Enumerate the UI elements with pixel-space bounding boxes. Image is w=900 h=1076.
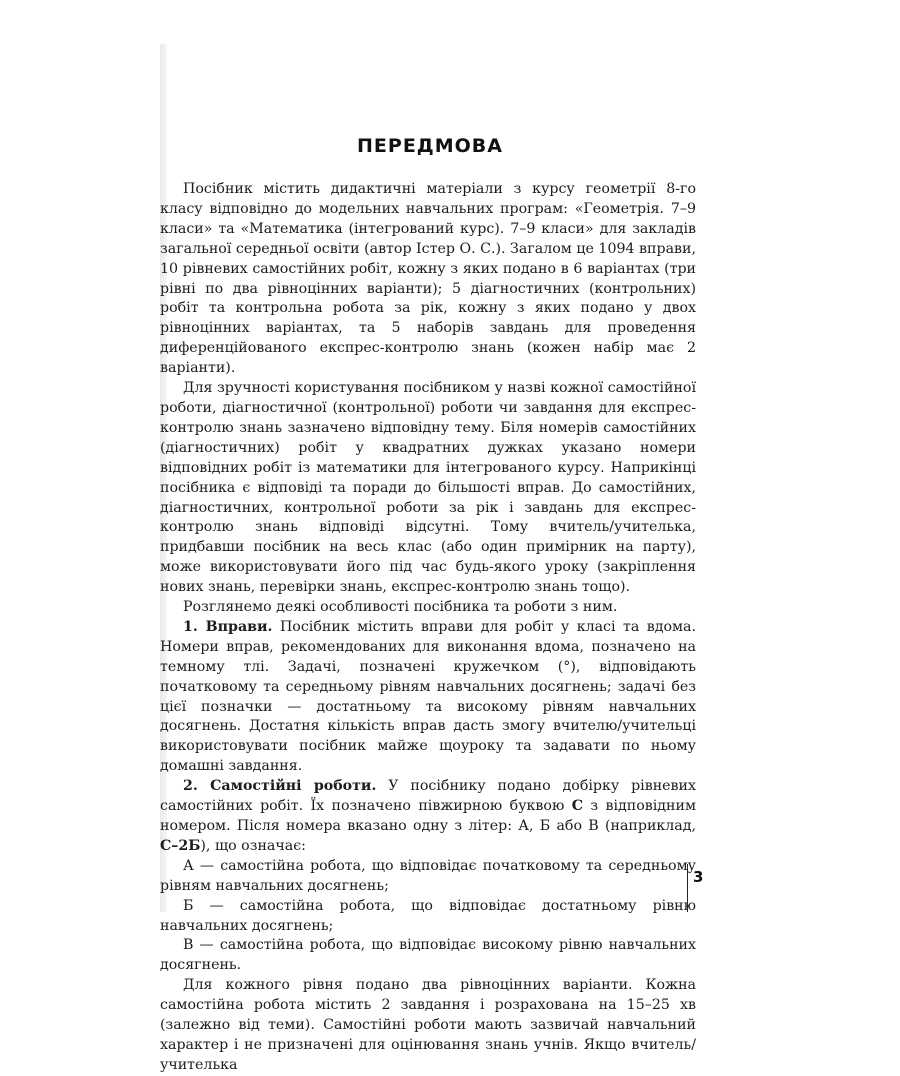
bold-example-code: С–2Б: [160, 837, 201, 854]
independent-works-text: У посібнику подано добірку рівневих самостійних робіт. Їх позначено півжирною буквою: [160, 778, 697, 815]
page-title: ПЕРЕДМОВА: [357, 135, 503, 157]
exercises-text: Посібник містить вправи для робіт у класі та вдома. Номери вправ, рекомендованих для виконання вдома, позначено на темному тлі. Задачі, позначені кружечком (°), відповідають початковому та середньому рівням навчальних досягнень; задачі без цієї позначки — достатньому та високому рівням навчальних досягнень. Достатня кількість вправ дасть змогу вчителю/учительці використовувати посібник майже щоуроку та задавати по ньому домашні завдання.: [160, 618, 696, 775]
level-c-description: В — самостійна робота, що відповідає високому рівню навчальних досягнень.: [160, 937, 696, 974]
paragraph-variants: Для кожного рівня подано два рівноцінних варіанти. Кожна самостійна робота містить 2 завдання і розрахована на 15–25 хв (залежно від теми). Самостійні роботи мають зазвичай навчальний характер і не призначені для оцінювання знань учнів. Якщо вчитель/учителька: [160, 977, 696, 1073]
section-heading-exercises: 1. Вправи.: [183, 618, 273, 635]
level-b-description: Б — самостійна робота, що відповідає достатньому рівню навчальних досягнень;: [160, 897, 696, 934]
paragraph-intro: Посібник містить дидактичні матеріали з курсу геометрії 8-го класу відповідно до модельних навчальних програм: «Геометрія. 7–9 класи» та «Математика (інтегрований курс). 7–9 класи» для закладів загальної середньої освіти (автор Істер О. С.). Загалом це 1094 вправи, 10 рівневих самостійних робіт, кожну з яких подано в 6 варіантах (три рівні по два рівноцінних варіанти); 5 діагностичних (контрольних) робіт та контрольна робота за рік, кожну з яких подано у двох рівноцінних варіантах, та 5 наборів завдань для проведення диференційованого експрес-контролю знань (кожен набір має 2 варіанти).: [160, 181, 696, 377]
level-a-description: А — самостійна робота, що відповідає початковому та середньому рівням навчальних досягнень;: [160, 857, 696, 894]
independent-works-text-2: з відповідним номером. Після номера вказано одну з літер: А, Б або В (наприклад,: [160, 798, 696, 834]
page-number: 3: [693, 868, 704, 886]
paragraph-features: Розглянемо деякі особливості посібника та роботи з ним.: [183, 599, 618, 616]
preface-body: [160, 180, 696, 1076]
independent-works-text-3: ), що означає:: [200, 837, 306, 854]
paragraph-exercises: [160, 618, 696, 777]
paragraph-independent-works: [160, 777, 696, 857]
bold-letter-c: С: [571, 798, 583, 815]
paragraph-usage: Для зручності користування посібником у назві кожної самостійної роботи, діагностичної (контрольної) роботи чи завдання для експрес-контролю знань зазначено відповідну тему. Біля номерів самостійних (діагностичних) робіт у квадратних дужках указано номери відповідних робіт із математики для інтегрованого курсу. Наприкінці посібника є відповіді та поради до більшості вправ. До самостійних, діагностичних, контрольної роботи за рік і завдань для експрес-контролю знань відповіді відсутні. Тому вчитель/учителька, придбавши посібник на весь клас (або один примірник на парту), може використовувати його під час будь-якого уроку (закріплення нових знань, перевірки знань, експрес-контролю знань тощо).: [160, 380, 696, 596]
section-heading-independent-works: 2. Самостійні роботи.: [183, 778, 377, 795]
